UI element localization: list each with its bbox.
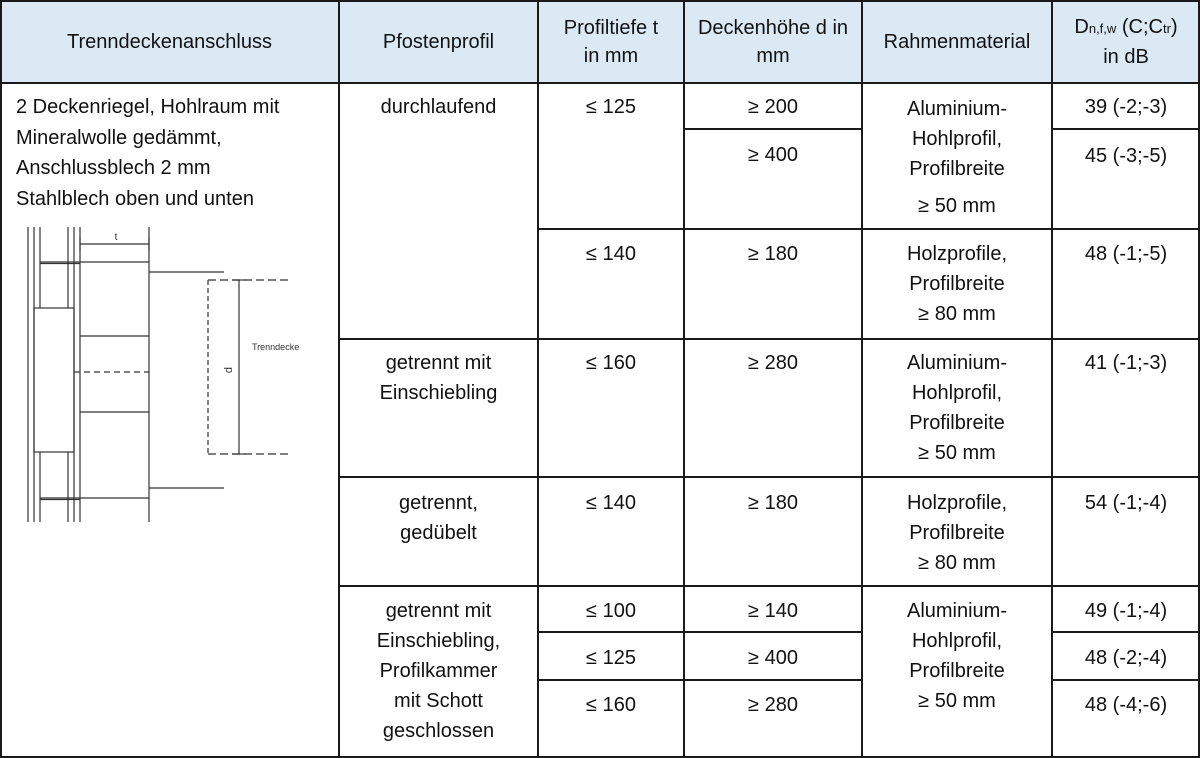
grid-line bbox=[538, 631, 862, 633]
grid-line bbox=[1051, 0, 1053, 758]
row-3-profile-depth: ≤ 140 bbox=[586, 243, 636, 265]
header-ceiling-height-line1: Deckenhöhe d in bbox=[697, 16, 849, 39]
material-group-2: Holzprofile, Profilbreite ≥ 80 mm bbox=[906, 243, 1008, 325]
row-2-value: 45 (-3;-5) bbox=[1084, 145, 1168, 167]
grid-line bbox=[1052, 631, 1200, 633]
grid-line bbox=[339, 338, 1200, 340]
profile-group-3: getrennt, gedübelt bbox=[399, 492, 478, 544]
header-post-profile-label: Pfostenprofil bbox=[382, 30, 495, 53]
header-dnfw bbox=[1052, 0, 1200, 83]
row-6-ceiling-height: ≥ 140 bbox=[748, 600, 798, 622]
grid-line bbox=[0, 756, 1200, 758]
row-8-ceiling-height: ≥ 280 bbox=[748, 694, 798, 716]
header-ceiling-height-line2: mm bbox=[756, 44, 790, 67]
row-3-ceiling-height: ≥ 180 bbox=[748, 243, 798, 265]
header-dnfw-line1: Dn,f,w (C;Ctr) bbox=[1074, 15, 1178, 38]
header-profile-depth bbox=[538, 0, 684, 83]
grid-line bbox=[684, 128, 862, 130]
row-8-value: 48 (-4;-6) bbox=[1084, 694, 1168, 716]
row-8-profile-depth: ≤ 160 bbox=[586, 694, 636, 716]
connection-drawing bbox=[18, 222, 338, 524]
grid-line bbox=[538, 679, 862, 681]
profile-group-4: getrennt mit Einschiebling, Profilkammer mit Schott geschlossen bbox=[376, 600, 501, 742]
header-frame-material bbox=[862, 0, 1052, 83]
grid-line bbox=[339, 585, 1200, 587]
grid-line bbox=[338, 0, 340, 758]
row-3-value: 48 (-1;-5) bbox=[1084, 243, 1168, 265]
row-1-value: 39 (-2;-3) bbox=[1084, 96, 1168, 118]
connection-description: 2 Deckenriegel, Hohlraum mit Mineralwolle gedämmt, Anschlussblech 2 mm Stahlblech oben und unten bbox=[16, 96, 280, 210]
row-1-profile-depth: ≤ 125 bbox=[586, 96, 636, 118]
header-profile-depth-line1: Profiltiefe t bbox=[563, 16, 659, 39]
grid-line bbox=[1052, 128, 1200, 130]
material-group-1: Aluminium- Hohlprofil, Profilbreite ≥ 50 mm bbox=[906, 98, 1008, 217]
grid-line bbox=[861, 0, 863, 758]
drawing-label-t: t bbox=[114, 232, 118, 243]
header-frame-material-label: Rahmenmaterial bbox=[883, 30, 1031, 53]
row-5-value: 54 (-1;-4) bbox=[1084, 492, 1168, 514]
header-connection-label: Trenndeckenanschluss bbox=[67, 30, 272, 53]
grid-line bbox=[0, 0, 1200, 2]
grid-line bbox=[1052, 679, 1200, 681]
profile-group-1: durchlaufend bbox=[380, 96, 497, 118]
row-4-profile-depth: ≤ 160 bbox=[586, 352, 636, 374]
grid-line bbox=[683, 0, 685, 758]
row-7-profile-depth: ≤ 125 bbox=[586, 647, 636, 669]
row-1-ceiling-height: ≥ 200 bbox=[748, 96, 798, 118]
row-4-ceiling-height: ≥ 280 bbox=[748, 352, 798, 374]
row-6-value: 49 (-1;-4) bbox=[1084, 600, 1168, 622]
row-2-ceiling-height: ≥ 400 bbox=[748, 144, 798, 166]
grid-line bbox=[537, 0, 539, 758]
material-group-3: Aluminium- Hohlprofil, Profilbreite ≥ 50 mm bbox=[906, 352, 1008, 464]
drawing-label-trenndecke: Trenndecke bbox=[252, 342, 300, 352]
row-5-profile-depth: ≤ 140 bbox=[586, 492, 636, 514]
header-post-profile bbox=[339, 0, 538, 83]
row-7-ceiling-height: ≥ 400 bbox=[748, 647, 798, 669]
grid-line bbox=[0, 82, 1200, 84]
material-group-5: Aluminium- Hohlprofil, Profilbreite ≥ 50 mm bbox=[906, 600, 1008, 712]
row-7-value: 48 (-2;-4) bbox=[1084, 647, 1168, 669]
grid-line bbox=[339, 476, 1200, 478]
row-4-value: 41 (-1;-3) bbox=[1084, 352, 1168, 374]
header-profile-depth-line2: in mm bbox=[583, 44, 639, 67]
grid-line bbox=[0, 0, 2, 758]
material-group-4: Holzprofile, Profilbreite ≥ 80 mm bbox=[906, 492, 1008, 574]
row-6-profile-depth: ≤ 100 bbox=[586, 600, 636, 622]
header-connection bbox=[0, 0, 339, 83]
header-dnfw-line2: in dB bbox=[1103, 45, 1149, 68]
grid-line bbox=[538, 228, 1200, 230]
row-5-ceiling-height: ≥ 180 bbox=[748, 492, 798, 514]
drawing-label-d: d bbox=[223, 366, 235, 374]
profile-group-2: getrennt mit Einschiebling bbox=[379, 352, 498, 404]
header-ceiling-height bbox=[684, 0, 862, 83]
